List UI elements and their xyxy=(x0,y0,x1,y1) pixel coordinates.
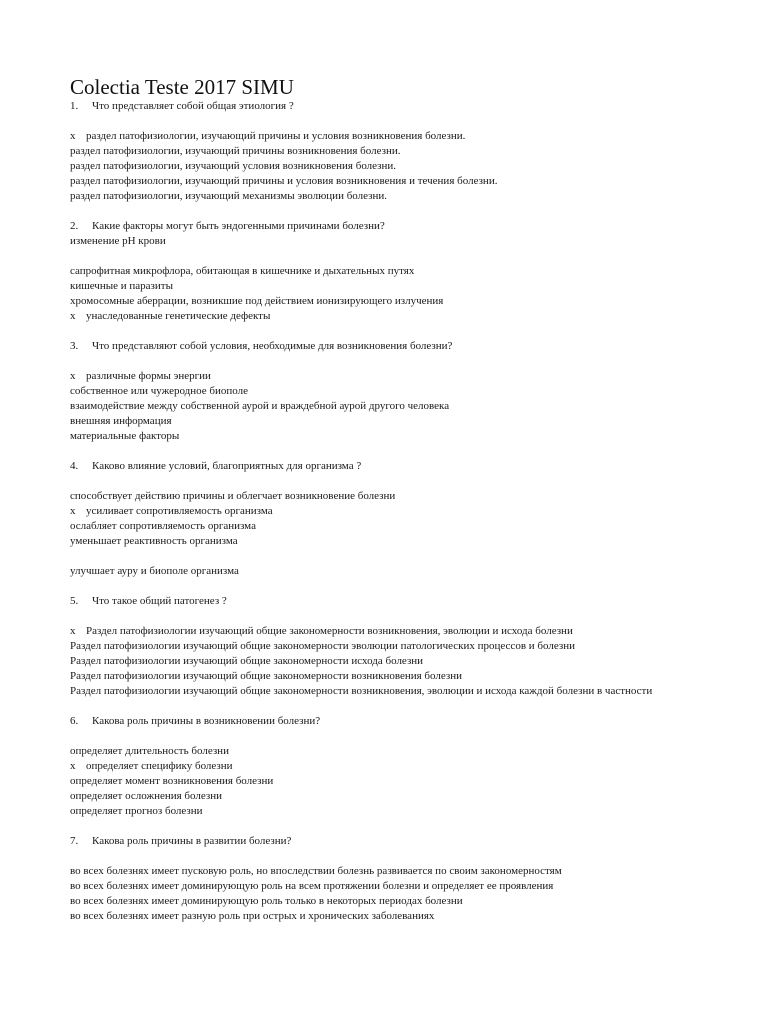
answer-text: унаследованные генетические дефекты xyxy=(86,310,271,322)
answer-text: уменьшает реактивность организма xyxy=(70,535,238,547)
document-title: Colectia Teste 2017 SIMU xyxy=(70,75,294,99)
answer-text: усиливает сопротивляемость организма xyxy=(86,505,273,517)
answer-option xyxy=(70,489,710,504)
answer-text: во всех болезнях имеет разную роль при острых и хронических заболеваниях xyxy=(70,910,435,922)
answer-option-correct xyxy=(70,309,710,324)
answer-text: раздел патофизиологии, изучающий механизмы эволюции болезни. xyxy=(70,190,388,202)
answer-text: раздел патофизиологии, изучающий причины возникновения болезни. xyxy=(70,145,401,157)
correct-mark: x xyxy=(70,310,76,322)
question-text xyxy=(70,339,710,354)
answer-options xyxy=(70,114,710,204)
answer-options xyxy=(70,729,710,819)
blank-line xyxy=(70,114,710,129)
question-number: 4. xyxy=(70,460,79,472)
answer-option xyxy=(70,234,710,249)
question-number: 1. xyxy=(70,100,79,112)
answer-option xyxy=(70,384,710,399)
question-label: Какие факторы могут быть эндогенными причинами болезни? xyxy=(92,220,385,232)
question-text xyxy=(70,219,710,234)
answer-text: внешняя информация xyxy=(70,415,172,427)
correct-mark: x xyxy=(70,625,76,637)
blank-line xyxy=(70,354,710,369)
answer-text: улучшает ауру и биополе организма xyxy=(70,565,239,577)
correct-mark: x xyxy=(70,370,76,382)
answer-option xyxy=(70,519,710,534)
answer-option xyxy=(70,264,710,279)
question-label: Какова роль причины в возникновении болезни? xyxy=(92,715,321,727)
answer-text: способствует действию причины и облегчает возникновение болезни xyxy=(70,490,396,502)
blank-line xyxy=(70,849,710,864)
answer-option-correct xyxy=(70,129,710,144)
correct-mark: x xyxy=(70,760,76,772)
answer-option xyxy=(70,804,710,819)
blank-line xyxy=(70,729,710,744)
question-block xyxy=(70,99,710,219)
correct-mark: x xyxy=(70,505,76,517)
answer-option xyxy=(70,669,710,684)
answer-text: различные формы энергии xyxy=(86,370,211,382)
answer-text: хромосомные аберрации, возникшие под действием ионизирующего излучения xyxy=(70,295,444,307)
question-text xyxy=(70,834,710,849)
answer-text: раздел патофизиологии, изучающий причины и условия возникновения и течения болезни. xyxy=(70,175,498,187)
answer-text: кишечные и паразиты xyxy=(70,280,173,292)
answer-text: Раздел патофизиологии изучающий общие закономерности возникновения, эволюции и исхода каждой болезни в частности xyxy=(70,685,653,697)
answer-option xyxy=(70,864,710,879)
answer-option xyxy=(70,684,710,699)
answer-option xyxy=(70,774,710,789)
answer-text: Раздел патофизиологии изучающий общие закономерности эволюции патологических процессов и болезни xyxy=(70,640,575,652)
question-block xyxy=(70,459,710,594)
question-number: 3. xyxy=(70,340,79,352)
question-number: 5. xyxy=(70,595,79,607)
answer-option-correct xyxy=(70,759,710,774)
correct-mark: x xyxy=(70,130,76,142)
blank-line xyxy=(70,249,710,264)
blank-line xyxy=(70,444,710,459)
blank-line xyxy=(70,699,710,714)
question-text xyxy=(70,714,710,729)
answer-text: Раздел патофизиологии изучающий общие закономерности возникновения, эволюции и исхода болезни xyxy=(86,625,573,637)
answer-text: изменение pH крови xyxy=(70,235,166,247)
answer-text: материальные факторы xyxy=(70,430,180,442)
answer-text: взаимодействие между собственной аурой и враждебной аурой другого человека xyxy=(70,400,450,412)
blank-line xyxy=(70,474,710,489)
blank-line xyxy=(70,819,710,834)
answer-option xyxy=(70,909,710,924)
answer-option xyxy=(70,654,710,669)
answer-text: Раздел патофизиологии изучающий общие закономерности исхода болезни xyxy=(70,655,424,667)
answer-option xyxy=(70,279,710,294)
answer-text: определяет момент возникновения болезни xyxy=(70,775,274,787)
answer-text: во всех болезнях имеет пусковую роль, но впоследствии болезнь развивается по своим закономерностям xyxy=(70,865,562,877)
answer-option xyxy=(70,894,710,909)
question-label: Что представляет собой общая этиология ? xyxy=(92,100,294,112)
answer-option xyxy=(70,399,710,414)
answer-text: Раздел патофизиологии изучающий общие закономерности возникновения болезни xyxy=(70,670,463,682)
question-label: Каково влияние условий, благоприятных для организма ? xyxy=(92,460,362,472)
question-label: Что представляют собой условия, необходимые для возникновения болезни? xyxy=(92,340,453,352)
answer-option xyxy=(70,639,710,654)
answer-text: ослабляет сопротивляемость организма xyxy=(70,520,256,532)
answer-text: собственное или чужеродное биополе xyxy=(70,385,248,397)
answer-options xyxy=(70,234,710,324)
question-block xyxy=(70,714,710,834)
answer-option-correct xyxy=(70,624,710,639)
answer-options xyxy=(70,609,710,699)
answer-text: во всех болезнях имеет доминирующую роль только в некоторых периодах болезни xyxy=(70,895,463,907)
answer-options xyxy=(70,354,710,444)
blank-line xyxy=(70,549,710,564)
answer-text: определяет специфику болезни xyxy=(86,760,233,772)
answer-option xyxy=(70,789,710,804)
question-number: 2. xyxy=(70,220,79,232)
blank-line xyxy=(70,204,710,219)
answer-text: во всех болезнях имеет доминирующую роль на всем протяжении болезни и определяет ее проявления xyxy=(70,880,554,892)
answer-option xyxy=(70,414,710,429)
question-text xyxy=(70,594,710,609)
question-number: 7. xyxy=(70,835,79,847)
answer-option xyxy=(70,144,710,159)
question-label: Что такое общий патогенез ? xyxy=(92,595,227,607)
answer-text: определяет длительность болезни xyxy=(70,745,229,757)
answer-option-correct xyxy=(70,504,710,519)
question-block xyxy=(70,339,710,459)
question-label: Какова роль причины в развитии болезни? xyxy=(92,835,292,847)
blank-line xyxy=(70,324,710,339)
answer-text: определяет прогноз болезни xyxy=(70,805,203,817)
answer-option xyxy=(70,189,710,204)
answer-option xyxy=(70,879,710,894)
question-text xyxy=(70,459,710,474)
answer-options xyxy=(70,474,710,579)
blank-line xyxy=(70,579,710,594)
question-block xyxy=(70,219,710,339)
answer-option-correct xyxy=(70,369,710,384)
answer-text: определяет осложнения болезни xyxy=(70,790,222,802)
answer-option xyxy=(70,159,710,174)
answer-text: раздел патофизиологии, изучающий причины и условия возникновения болезни. xyxy=(86,130,466,142)
blank-line xyxy=(70,609,710,624)
answer-option xyxy=(70,429,710,444)
answer-option xyxy=(70,534,710,549)
answer-text: сапрофитная микрофлора, обитающая в кишечнике и дыхательных путях xyxy=(70,265,415,277)
question-block xyxy=(70,834,710,924)
answer-option xyxy=(70,294,710,309)
questions-list xyxy=(70,99,710,924)
question-block xyxy=(70,594,710,714)
answer-text: раздел патофизиологии, изучающий условия возникновения болезни. xyxy=(70,160,397,172)
answer-option xyxy=(70,744,710,759)
question-text xyxy=(70,99,710,114)
answer-option xyxy=(70,564,710,579)
answer-options xyxy=(70,849,710,924)
answer-option xyxy=(70,174,710,189)
question-number: 6. xyxy=(70,715,79,727)
